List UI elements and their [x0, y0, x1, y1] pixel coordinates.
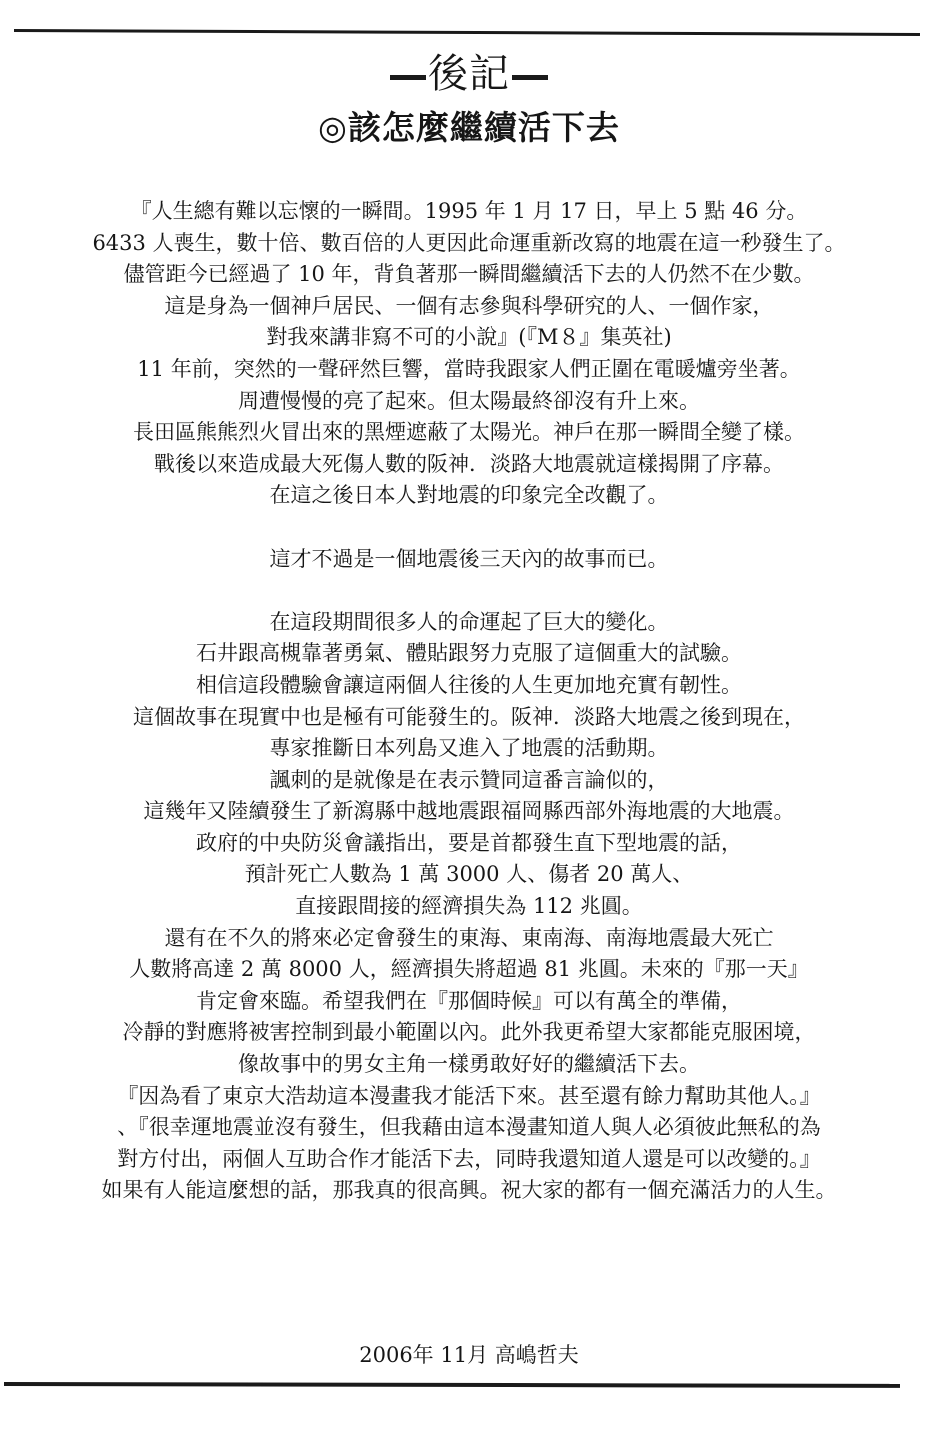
body-line: 像故事中的男女主角一樣勇敢好好的繼續活下去。	[238, 1052, 700, 1077]
blank-line	[0, 512, 938, 544]
body-line: 人數將高達 2 萬 8000 人，經濟損失將超過 81 兆圓。未來的『那一天』	[129, 957, 809, 982]
body-line: 肯定會來臨。希望我們在『那個時候』可以有萬全的準備，	[196, 988, 742, 1013]
body-line: 11 年前，突然的一聲砰然巨響，當時我跟家人們正圍在電暖爐旁坐著。	[137, 356, 801, 381]
body-line: 這才不過是一個地震後三天內的故事而已。	[269, 546, 669, 571]
body-line: 戰後以來造成最大死傷人數的阪神．淡路大地震就這樣揭開了序幕。	[154, 451, 784, 476]
page-title	[0, 48, 938, 100]
body-line: 還有在不久的將來必定會發生的東海、東南海、南海地震最大死亡	[164, 925, 774, 950]
body-line: 周遭慢慢的亮了起來。但太陽最終卻沒有升上來。	[238, 388, 700, 413]
blank-line	[0, 575, 938, 607]
body-line: 預計死亡人數為 1 萬 3000 人、傷者 20 萬人、	[244, 862, 694, 887]
body-line: 如果有人能這麼想的話，那我真的很高興。祝大家的都有一個充滿活力的人生。	[101, 1178, 837, 1203]
title-dash-left	[390, 75, 426, 80]
body-line: 『人生總有難以忘懷的一瞬間。1995 年 1 月 17 日，早上 5 點 46 分。	[130, 199, 808, 223]
body-line: 在這之後日本人對地震的印象完全改觀了。	[269, 483, 669, 508]
body-line: 長田區熊熊烈火冒出來的黑煙遮蔽了太陽光。神戶在那一瞬間全變了樣。	[133, 420, 805, 445]
body-line: 這是身為一個神戶居民、一個有志參與科學研究的人、一個作家，	[164, 293, 774, 318]
body-line: 6433 人喪生，數十倍、數百倍的人更因此命運重新改寫的地震在這一秒發生了。	[92, 230, 846, 255]
bottom-rule	[4, 1382, 900, 1387]
body-line: 冷靜的對應將被害控制到最小範圍以內。此外我更希望大家都能克服困境，	[122, 1020, 816, 1045]
body-line: 政府的中央防災會議指出，要是首都發生直下型地震的話，	[196, 830, 742, 855]
body-line: 這個故事在現實中也是極有可能發生的。阪神．淡路大地震之後到現在，	[133, 704, 805, 729]
title-text: 後記	[428, 51, 510, 97]
title-dash-right	[512, 75, 548, 80]
body-line: 石井跟高槻靠著勇氣、體貼跟努力克服了這個重大的試驗。	[196, 641, 742, 666]
body-line: 這幾年又陸續發生了新瀉縣中越地震跟福岡縣西部外海地震的大地震。	[143, 799, 795, 824]
body-line: 、『很幸運地震並沒有發生，但我藉由這本漫畫知道人與人必須彼此無私的為	[117, 1115, 821, 1140]
body-line: 相信這段體驗會讓這兩個人往後的人生更加地充實有韌性。	[196, 672, 742, 697]
body-line: 諷刺的是就像是在表示贊同這番言論似的，	[269, 767, 669, 792]
body-line: 在這段期間很多人的命運起了巨大的變化。	[269, 609, 669, 634]
body-line: 對方付出，兩個人互助合作才能活下去，同時我還知道人還是可以改變的。』	[117, 1146, 821, 1171]
afterword-body	[0, 196, 938, 1207]
subtitle: ◎該怎麼繼續活下去	[318, 108, 620, 147]
signature: 2006年 11月 高嶋哲夫	[359, 1343, 579, 1367]
body-line: 『因為看了東京大浩劫這本漫畫我才能活下來。甚至還有餘力幫助其他人。』	[117, 1083, 821, 1108]
top-rule	[14, 29, 920, 36]
body-line: 對我來講非寫不可的小說』(『M８』集英社)	[266, 325, 672, 350]
body-line: 直接跟間接的經濟損失為 112 兆圓。	[295, 894, 643, 919]
body-line: 專家推斷日本列島又進入了地震的活動期。	[269, 736, 669, 761]
body-line: 儘管距今已經過了 10 年，背負著那一瞬間繼續活下去的人仍然不在少數。	[123, 262, 815, 287]
